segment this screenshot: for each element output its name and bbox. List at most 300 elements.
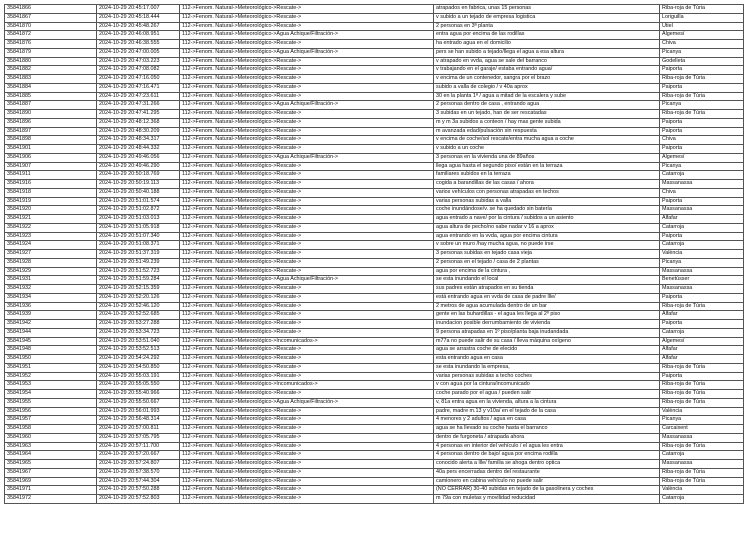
incident-table-body xyxy=(5,5,744,504)
cell-datetime: 2024-10-29 20:45:17.007 xyxy=(97,5,180,14)
cell-description: 2 metros de agua acumulada dentro de un bar xyxy=(434,302,660,311)
cell-municipality: Alfafar xyxy=(660,355,744,364)
table-row xyxy=(5,171,744,180)
cell-municipality: Massanassa xyxy=(660,460,744,469)
cell-type: 112->Fenom. Natural->Meteorológico->Rescate-> xyxy=(180,451,434,460)
table-row xyxy=(5,495,744,504)
cell-municipality: Riba-roja de Túria xyxy=(660,390,744,399)
cell-type: 112->Fenom. Natural->Meteorológico->Rescate-> xyxy=(180,5,434,14)
cell-datetime: 2024-10-29 20:52:52.685 xyxy=(97,311,180,320)
cell-description: agua altura de pecho/no sabe nadar v 16 a aprox xyxy=(434,223,660,232)
cell-id: 35841920 xyxy=(5,206,97,215)
cell-description: m77a no puede salir de su casa / lleva máquina oxígeno xyxy=(434,337,660,346)
cell-id: 35841972 xyxy=(5,495,97,504)
table-row xyxy=(5,433,744,442)
cell-municipality: Massanassa xyxy=(660,285,744,294)
cell-type: 112->Fenom. Natural->Meteorológico->Rescate-> xyxy=(180,127,434,136)
cell-type: 112->Fenom. Natural->Meteorológico->Rescate-> xyxy=(180,215,434,224)
cell-id: 35841927 xyxy=(5,250,97,259)
cell-municipality: Paiporta xyxy=(660,127,744,136)
cell-description: agua entrado a nave/ por la cintura / subidos a un asiento xyxy=(434,215,660,224)
table-row xyxy=(5,311,744,320)
cell-description: v subido a un coche xyxy=(434,145,660,154)
table-row xyxy=(5,302,744,311)
cell-description: sus padres están atrapados en su tienda xyxy=(434,285,660,294)
cell-municipality: Algemesí xyxy=(660,153,744,162)
cell-id: 35841887 xyxy=(5,101,97,110)
cell-id: 35841921 xyxy=(5,215,97,224)
cell-datetime: 2024-10-29 20:51:03.013 xyxy=(97,215,180,224)
cell-type: 112->Fenom. Natural->Meteorológico->Rescate-> xyxy=(180,40,434,49)
cell-municipality: Alfafar xyxy=(660,346,744,355)
cell-datetime: 2024-10-29 20:46:38.555 xyxy=(97,40,180,49)
cell-datetime: 2024-10-29 20:51:37.319 xyxy=(97,250,180,259)
cell-datetime: 2024-10-29 20:48:44.332 xyxy=(97,145,180,154)
cell-id: 35841964 xyxy=(5,451,97,460)
cell-type: 112->Fenom. Natural->Meteorológico->Incomunicados-> xyxy=(180,381,434,390)
cell-description: pers se han subido a tejado/llega el agua a esa altura xyxy=(434,48,660,57)
cell-municipality: Massanassa xyxy=(660,206,744,215)
cell-type: 112->Fenom. Natural->Meteorológico->Rescate-> xyxy=(180,302,434,311)
table-row xyxy=(5,223,744,232)
cell-datetime: 2024-10-29 20:49:46.056 xyxy=(97,153,180,162)
cell-id: 35841870 xyxy=(5,22,97,31)
cell-description: 4 menores y 2 adultos / agua en casa xyxy=(434,416,660,425)
cell-id: 35841948 xyxy=(5,346,97,355)
cell-description: coche inundándose/v. se ha quedado sin batería xyxy=(434,206,660,215)
cell-id: 35841957 xyxy=(5,416,97,425)
cell-municipality: Paiporta xyxy=(660,320,744,329)
cell-id: 35841931 xyxy=(5,276,97,285)
cell-description: v encima de un contenedor, sangra por el brazo xyxy=(434,75,660,84)
cell-description: v atrapado en vvda, agua se sale del barranco xyxy=(434,57,660,66)
cell-id: 35841945 xyxy=(5,337,97,346)
cell-type: 112->Fenom. Natural->Meteorológico->Rescate-> xyxy=(180,180,434,189)
cell-municipality: Paiporta xyxy=(660,232,744,241)
cell-description: inundacion posible derrumbamiento de vivienda xyxy=(434,320,660,329)
cell-type: 112->Fenom. Natural->Meteorológico->Rescate-> xyxy=(180,250,434,259)
cell-id: 35841906 xyxy=(5,153,97,162)
cell-datetime: 2024-10-29 20:54:24.292 xyxy=(97,355,180,364)
table-row xyxy=(5,276,744,285)
cell-description: camionero en cabina vehículo no puede salir xyxy=(434,477,660,486)
cell-description: 4 personas en interior del vehículo / el agua les entra xyxy=(434,442,660,451)
table-row xyxy=(5,416,744,425)
cell-municipality: València xyxy=(660,250,744,259)
table-row xyxy=(5,477,744,486)
cell-municipality: Paiporta xyxy=(660,197,744,206)
cell-municipality: Alfafar xyxy=(660,215,744,224)
table-row xyxy=(5,390,744,399)
table-row xyxy=(5,407,744,416)
table-row xyxy=(5,188,744,197)
cell-datetime: 2024-10-29 20:51:01.574 xyxy=(97,197,180,206)
cell-municipality: València xyxy=(660,486,744,495)
cell-municipality: Paiporta xyxy=(660,372,744,381)
cell-municipality: Utiel xyxy=(660,22,744,31)
cell-type: 112->Fenom. Natural->Meteorológico->Rescate-> xyxy=(180,267,434,276)
cell-id: 35841866 xyxy=(5,5,97,14)
table-row xyxy=(5,232,744,241)
cell-municipality: Picanya xyxy=(660,258,744,267)
cell-id: 35841897 xyxy=(5,127,97,136)
cell-type: 112->Fenom. Natural->Meteorológico->Agua Achique/Filtración-> xyxy=(180,48,434,57)
cell-municipality: Riba-roja de Túria xyxy=(660,75,744,84)
cell-description: coche parado por el agua / pueden salir xyxy=(434,390,660,399)
cell-type: 112->Fenom. Natural->Meteorológico->Rescate-> xyxy=(180,13,434,22)
cell-id: 35841963 xyxy=(5,442,97,451)
cell-description: varias personas subidas a valla xyxy=(434,197,660,206)
cell-id: 35841965 xyxy=(5,460,97,469)
cell-type: 112->Fenom. Natural->Meteorológico->Rescate-> xyxy=(180,110,434,119)
table-row xyxy=(5,425,744,434)
table-row xyxy=(5,83,744,92)
cell-type: 112->Fenom. Natural->Meteorológico->Rescate-> xyxy=(180,477,434,486)
cell-type: 112->Fenom. Natural->Meteorológico->Rescate-> xyxy=(180,468,434,477)
cell-type: 112->Fenom. Natural->Meteorológico->Rescate-> xyxy=(180,486,434,495)
cell-description: se esta inundando el local xyxy=(434,276,660,285)
cell-datetime: 2024-10-29 20:48:30.209 xyxy=(97,127,180,136)
cell-municipality: Loriguilla xyxy=(660,13,744,22)
cell-description: 4 personas dentro de bajo/ agua por encima rodilla xyxy=(434,451,660,460)
cell-description: está entrando agua en vvda de casa de padre llle/ xyxy=(434,293,660,302)
cell-type: 112->Fenom. Natural->Meteorológico->Rescate-> xyxy=(180,495,434,504)
cell-municipality: Picanya xyxy=(660,48,744,57)
cell-id: 35841884 xyxy=(5,83,97,92)
cell-municipality: Riba-roja de Túria xyxy=(660,468,744,477)
cell-type: 112->Fenom. Natural->Meteorológico->Rescate-> xyxy=(180,223,434,232)
cell-description: agua por encima de la cintura , xyxy=(434,267,660,276)
cell-municipality: Benetússer xyxy=(660,276,744,285)
cell-type: 112->Fenom. Natural->Meteorológico->Rescate-> xyxy=(180,92,434,101)
cell-datetime: 2024-10-29 20:57:38.570 xyxy=(97,468,180,477)
table-row xyxy=(5,197,744,206)
cell-type: 112->Fenom. Natural->Meteorológico->Rescate-> xyxy=(180,433,434,442)
cell-description: 40a pers encerradas dentro del restaurante xyxy=(434,468,660,477)
cell-datetime: 2024-10-29 20:52:46.120 xyxy=(97,302,180,311)
cell-description: m avanzada edad/pulsación sin respuesta xyxy=(434,127,660,136)
cell-description: varias personas subidas a techo coches xyxy=(434,372,660,381)
cell-datetime: 2024-10-29 20:45:18.444 xyxy=(97,13,180,22)
cell-datetime: 2024-10-29 20:47:41.295 xyxy=(97,110,180,119)
cell-datetime: 2024-10-29 20:57:50.288 xyxy=(97,486,180,495)
cell-municipality: Catarroja xyxy=(660,241,744,250)
table-row xyxy=(5,5,744,14)
cell-description: subido a valla de colegio / v 40a aprox xyxy=(434,83,660,92)
cell-description: dentro de furgoneta / atrapada ahora xyxy=(434,433,660,442)
table-row xyxy=(5,153,744,162)
cell-municipality: Riba-roja de Túria xyxy=(660,381,744,390)
table-row xyxy=(5,250,744,259)
cell-description: entra agua por encima de las rodillas xyxy=(434,31,660,40)
cell-id: 35841882 xyxy=(5,66,97,75)
table-row xyxy=(5,486,744,495)
cell-datetime: 2024-10-29 20:47:16.471 xyxy=(97,83,180,92)
table-row xyxy=(5,381,744,390)
cell-datetime: 2024-10-29 20:47:23.611 xyxy=(97,92,180,101)
cell-municipality: Algemesí xyxy=(660,31,744,40)
cell-type: 112->Fenom. Natural->Meteorológico->Agua Achique/Filtración-> xyxy=(180,101,434,110)
table-row xyxy=(5,468,744,477)
cell-type: 112->Fenom. Natural->Meteorológico->Rescate-> xyxy=(180,188,434,197)
cell-municipality: Riba-roja de Túria xyxy=(660,442,744,451)
cell-type: 112->Fenom. Natural->Meteorológico->Rescate-> xyxy=(180,346,434,355)
cell-id: 35841898 xyxy=(5,136,97,145)
table-row xyxy=(5,372,744,381)
cell-datetime: 2024-10-29 20:50:18.769 xyxy=(97,171,180,180)
cell-description: agua entrando en la vvda, agua por encima cintura xyxy=(434,232,660,241)
cell-description: m y m 3a subidos a conteon / hay mas gente subida xyxy=(434,118,660,127)
cell-datetime: 2024-10-29 20:47:16.050 xyxy=(97,75,180,84)
cell-datetime: 2024-10-29 20:56:01.993 xyxy=(97,407,180,416)
cell-datetime: 2024-10-29 20:46:08.951 xyxy=(97,31,180,40)
cell-type: 112->Fenom. Natural->Meteorológico->Rescate-> xyxy=(180,425,434,434)
cell-municipality: Riba-roja de Túria xyxy=(660,398,744,407)
cell-datetime: 2024-10-29 20:57:05.795 xyxy=(97,433,180,442)
cell-municipality: Godelleta xyxy=(660,57,744,66)
table-row xyxy=(5,31,744,40)
cell-type: 112->Fenom. Natural->Meteorológico->Agua Achique/Filtración-> xyxy=(180,153,434,162)
cell-datetime: 2024-10-29 20:51:05.918 xyxy=(97,223,180,232)
cell-type: 112->Fenom. Natural->Meteorológico->Agua Achique/Filtración-> xyxy=(180,31,434,40)
cell-datetime: 2024-10-29 20:45:48.267 xyxy=(97,22,180,31)
cell-id: 35841932 xyxy=(5,285,97,294)
cell-type: 112->Fenom. Natural->Meteorológico->Rescate-> xyxy=(180,83,434,92)
cell-id: 35841916 xyxy=(5,180,97,189)
cell-datetime: 2024-10-29 20:55:40.966 xyxy=(97,390,180,399)
cell-municipality: Chiva xyxy=(660,40,744,49)
cell-type: 112->Fenom. Natural->Meteorológico->Rescate-> xyxy=(180,241,434,250)
cell-id: 35841954 xyxy=(5,390,97,399)
cell-id: 35841942 xyxy=(5,320,97,329)
cell-type: 112->Fenom. Natural->Meteorológico->Agua Achique/Filtración-> xyxy=(180,398,434,407)
cell-datetime: 2024-10-29 20:55:50.667 xyxy=(97,398,180,407)
cell-type: 112->Fenom. Natural->Meteorológico->Rescate-> xyxy=(180,416,434,425)
table-row xyxy=(5,206,744,215)
cell-id: 35841960 xyxy=(5,433,97,442)
cell-description: conocido alerta a llle/ familia se ahoga dentro optica xyxy=(434,460,660,469)
cell-description: cogida a barandillas de las casas / ahora xyxy=(434,180,660,189)
cell-type: 112->Fenom. Natural->Meteorológico->Rescate-> xyxy=(180,311,434,320)
cell-id: 35841896 xyxy=(5,118,97,127)
table-row xyxy=(5,337,744,346)
cell-id: 35841958 xyxy=(5,425,97,434)
table-row xyxy=(5,460,744,469)
cell-datetime: 2024-10-29 20:57:52.803 xyxy=(97,495,180,504)
table-row xyxy=(5,346,744,355)
cell-municipality: Catarroja xyxy=(660,223,744,232)
cell-id: 35841867 xyxy=(5,13,97,22)
cell-municipality: Riba-roja de Túria xyxy=(660,5,744,14)
cell-type: 112->Fenom. Natural->Meteorológico->Rescate-> xyxy=(180,232,434,241)
cell-municipality: Algemesí xyxy=(660,337,744,346)
cell-description: padre, madre m.13 y v10a/ en el tejado de la casa xyxy=(434,407,660,416)
cell-municipality: Riba-roja de Túria xyxy=(660,477,744,486)
cell-datetime: 2024-10-29 20:53:51.040 xyxy=(97,337,180,346)
cell-datetime: 2024-10-29 20:47:00.005 xyxy=(97,48,180,57)
table-row xyxy=(5,22,744,31)
cell-description: 9 persona atrapadas en 1º piso/planta baja inudandada xyxy=(434,328,660,337)
cell-datetime: 2024-10-29 20:55:05.550 xyxy=(97,381,180,390)
cell-municipality: Catarroja xyxy=(660,451,744,460)
incident-table xyxy=(4,4,744,504)
cell-type: 112->Fenom. Natural->Meteorológico->Rescate-> xyxy=(180,320,434,329)
cell-type: 112->Fenom. Natural->Meteorológico->Rescate-> xyxy=(180,66,434,75)
cell-datetime: 2024-10-29 20:57:11.700 xyxy=(97,442,180,451)
cell-description: v subido a un tejado de empresa logistica xyxy=(434,13,660,22)
cell-id: 35841907 xyxy=(5,162,97,171)
cell-type: 112->Fenom. Natural->Meteorológico->Rescate-> xyxy=(180,22,434,31)
table-row xyxy=(5,398,744,407)
cell-type: 112->Fenom. Natural->Meteorológico->Rescate-> xyxy=(180,363,434,372)
cell-id: 35841953 xyxy=(5,381,97,390)
table-row xyxy=(5,92,744,101)
cell-type: 112->Fenom. Natural->Meteorológico->Rescate-> xyxy=(180,460,434,469)
table-row xyxy=(5,162,744,171)
table-row xyxy=(5,267,744,276)
cell-datetime: 2024-10-29 20:47:03.223 xyxy=(97,57,180,66)
cell-id: 35841936 xyxy=(5,302,97,311)
cell-id: 35841952 xyxy=(5,372,97,381)
cell-datetime: 2024-10-29 20:51:59.284 xyxy=(97,276,180,285)
cell-municipality: Paiporta xyxy=(660,145,744,154)
cell-id: 35841929 xyxy=(5,267,97,276)
table-row xyxy=(5,101,744,110)
cell-municipality: Picanya xyxy=(660,416,744,425)
cell-id: 35841883 xyxy=(5,75,97,84)
table-row xyxy=(5,110,744,119)
cell-type: 112->Fenom. Natural->Meteorológico->Agua Achique/Filtración-> xyxy=(180,276,434,285)
cell-type: 112->Fenom. Natural->Meteorológico->Rescate-> xyxy=(180,285,434,294)
cell-description: v sobre un muro /hay mucha agua, no puede irse xyxy=(434,241,660,250)
cell-datetime: 2024-10-29 20:51:07.340 xyxy=(97,232,180,241)
cell-id: 35841923 xyxy=(5,232,97,241)
cell-description: familiares subidos en la terraza xyxy=(434,171,660,180)
cell-datetime: 2024-10-29 20:51:02.872 xyxy=(97,206,180,215)
cell-description: v trabajando en el garaje/ estaba entrando agua/ xyxy=(434,66,660,75)
cell-id: 35841956 xyxy=(5,407,97,416)
cell-datetime: 2024-10-29 20:53:52.513 xyxy=(97,346,180,355)
cell-type: 112->Fenom. Natural->Meteorológico->Rescate-> xyxy=(180,136,434,145)
cell-datetime: 2024-10-29 20:54:50.850 xyxy=(97,363,180,372)
table-row xyxy=(5,442,744,451)
cell-municipality: Riba-roja de Túria xyxy=(660,92,744,101)
cell-id: 35841890 xyxy=(5,110,97,119)
cell-description: 3 personas subidas en tejado casa vieja xyxy=(434,250,660,259)
cell-municipality: Catarroja xyxy=(660,495,744,504)
table-row xyxy=(5,40,744,49)
cell-municipality: Massanassa xyxy=(660,267,744,276)
cell-description: varios vehículos con personas atrapadas en techos xyxy=(434,188,660,197)
table-row xyxy=(5,258,744,267)
table-row xyxy=(5,328,744,337)
cell-municipality: Chiva xyxy=(660,188,744,197)
table-row xyxy=(5,118,744,127)
cell-description: agua se ha llevado su coche hasta el barranco xyxy=(434,425,660,434)
cell-type: 112->Fenom. Natural->Meteorológico->Rescate-> xyxy=(180,162,434,171)
cell-municipality: Paiporta xyxy=(660,66,744,75)
table-row xyxy=(5,215,744,224)
cell-id: 35841922 xyxy=(5,223,97,232)
cell-datetime: 2024-10-29 20:49:46.290 xyxy=(97,162,180,171)
cell-type: 112->Fenom. Natural->Meteorológico->Rescate-> xyxy=(180,355,434,364)
cell-type: 112->Fenom. Natural->Meteorológico->Rescate-> xyxy=(180,206,434,215)
cell-description: gente en las buhardillas - el agua les llega al 2º piso xyxy=(434,311,660,320)
cell-id: 35841969 xyxy=(5,477,97,486)
cell-datetime: 2024-10-29 20:53:27.288 xyxy=(97,320,180,329)
cell-datetime: 2024-10-29 20:48:34.317 xyxy=(97,136,180,145)
cell-type: 112->Fenom. Natural->Meteorológico->Rescate-> xyxy=(180,75,434,84)
table-row xyxy=(5,451,744,460)
cell-id: 35841967 xyxy=(5,468,97,477)
cell-id: 35841918 xyxy=(5,188,97,197)
cell-description: ha entrado agua en el domicilio xyxy=(434,40,660,49)
cell-datetime: 2024-10-29 20:57:44.304 xyxy=(97,477,180,486)
cell-description: 3 subidas en un tejado, han de ser rescatadas xyxy=(434,110,660,119)
cell-municipality: València xyxy=(660,407,744,416)
cell-description: atrapados en fabrica, unas 15 personas xyxy=(434,5,660,14)
cell-type: 112->Fenom. Natural->Meteorológico->Rescate-> xyxy=(180,197,434,206)
cell-municipality: Riba-roja de Túria xyxy=(660,302,744,311)
table-row xyxy=(5,136,744,145)
cell-datetime: 2024-10-29 20:57:00.811 xyxy=(97,425,180,434)
cell-id: 35841924 xyxy=(5,241,97,250)
cell-id: 35841944 xyxy=(5,328,97,337)
table-row xyxy=(5,48,744,57)
cell-id: 35841872 xyxy=(5,31,97,40)
cell-datetime: 2024-10-29 20:52:20.126 xyxy=(97,293,180,302)
cell-type: 112->Fenom. Natural->Meteorológico->Rescate-> xyxy=(180,171,434,180)
table-row xyxy=(5,320,744,329)
cell-datetime: 2024-10-29 20:56:48.314 xyxy=(97,416,180,425)
cell-datetime: 2024-10-29 20:52:15.359 xyxy=(97,285,180,294)
cell-datetime: 2024-10-29 20:47:08.082 xyxy=(97,66,180,75)
cell-type: 112->Fenom. Natural->Meteorológico->Rescate-> xyxy=(180,145,434,154)
cell-datetime: 2024-10-29 20:48:12.368 xyxy=(97,118,180,127)
table-row xyxy=(5,66,744,75)
cell-type: 112->Fenom. Natural->Meteorológico->Rescate-> xyxy=(180,390,434,399)
cell-description: v con agua por la cintura/incomunicado xyxy=(434,381,660,390)
cell-datetime: 2024-10-29 20:57:20.667 xyxy=(97,451,180,460)
cell-id: 35841971 xyxy=(5,486,97,495)
table-row xyxy=(5,145,744,154)
table-row xyxy=(5,285,744,294)
cell-id: 35841951 xyxy=(5,363,97,372)
table-row xyxy=(5,363,744,372)
cell-municipality: Carcaixent xyxy=(660,425,744,434)
cell-description: v, 81a entra agua en la vivienda, altura a la cintura xyxy=(434,398,660,407)
cell-description: m 79a con muletas y movilidad reducidad xyxy=(434,495,660,504)
table-row xyxy=(5,57,744,66)
cell-id: 35841950 xyxy=(5,355,97,364)
table-row xyxy=(5,241,744,250)
cell-description: (NO CERRAR) 30-40 subidas en tejado de la gasolinera y coches xyxy=(434,486,660,495)
cell-type: 112->Fenom. Natural->Meteorológico->Rescate-> xyxy=(180,57,434,66)
cell-type: 112->Fenom. Natural->Meteorológico->Rescate-> xyxy=(180,258,434,267)
cell-id: 35841955 xyxy=(5,398,97,407)
table-row xyxy=(5,180,744,189)
cell-municipality: Paiporta xyxy=(660,293,744,302)
cell-description: esta entrando agua en casa xyxy=(434,355,660,364)
cell-municipality: Riba-roja de Túria xyxy=(660,110,744,119)
cell-datetime: 2024-10-29 20:53:34.723 xyxy=(97,328,180,337)
cell-description: 30 en la planta 1ª / agua a mitad de la escalera y sube xyxy=(434,92,660,101)
cell-datetime: 2024-10-29 20:50:40.188 xyxy=(97,188,180,197)
cell-id: 35841928 xyxy=(5,258,97,267)
cell-municipality: Massanassa xyxy=(660,180,744,189)
cell-type: 112->Fenom. Natural->Meteorológico->Rescate-> xyxy=(180,293,434,302)
cell-id: 35841885 xyxy=(5,92,97,101)
